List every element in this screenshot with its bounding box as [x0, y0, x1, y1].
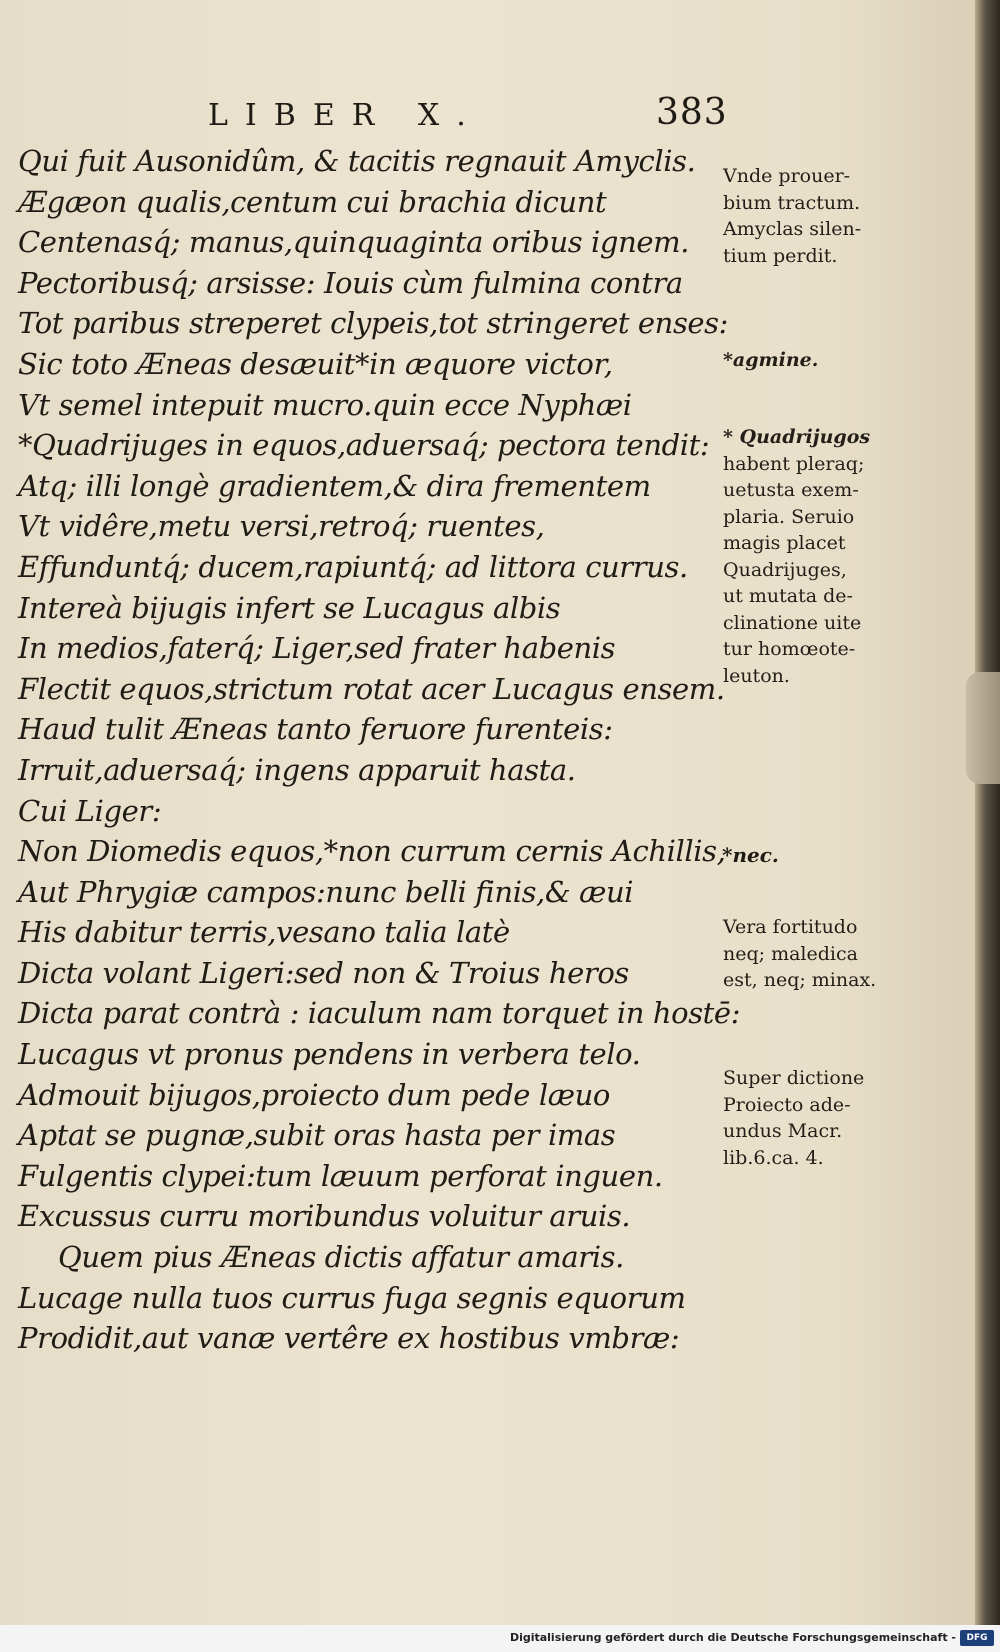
margin-note-quadrijugos: [723, 424, 870, 689]
verse-line: Flectit equos,strictum rotat acer Lucagus ensem.: [18, 671, 725, 706]
margin-note-line: lib.6.ca. 4.: [723, 1146, 824, 1169]
page-tab: [966, 672, 1000, 784]
verse-line: Non Diomedis equos,*non currum cernis Achillis,: [18, 834, 726, 869]
margin-note-line: ut mutata de-: [723, 585, 853, 607]
verse-line: Pectoribusq́; arsisse: Iouis cùm fulmina contra: [18, 265, 683, 300]
margin-note-line: *agmine.: [723, 349, 819, 371]
verse-line: Ægæon qualis,centum cui brachia dicunt: [18, 184, 607, 219]
verse-line: Irruit,aduersaq́; ingens apparuit hasta.: [18, 752, 576, 787]
margin-note-proverb: [723, 163, 861, 269]
dfg-logo-icon: DFG: [960, 1630, 994, 1646]
verse-line: Dicta parat contrà : iaculum nam torquet in hostē:: [18, 996, 741, 1031]
margin-note-line: plaria. Seruio: [723, 505, 855, 528]
margin-note-proiecto: [723, 1065, 864, 1171]
margin-note-line: leuton.: [723, 664, 790, 687]
verse-line: Tot paribus streperet clypeis,tot stringeret enses:: [18, 306, 729, 341]
margin-note-agmine: [723, 347, 818, 374]
verse-line: *Quadrijuges in equos,aduersaq́; pectora tendit:: [18, 428, 710, 463]
margin-note-line: Super dictione: [723, 1067, 865, 1089]
margin-note-line: tur homœote-: [723, 638, 856, 660]
verse-line: In medios,faterq́; Liger,sed frater habenis: [18, 631, 616, 666]
verse-line: Fulgentis clypei:tum læuum perforat inguen.: [18, 1158, 663, 1193]
margin-note-line: clinatione uite: [723, 611, 862, 634]
verse-line: Lucage nulla tuos currus fuga segnis equorum: [18, 1280, 686, 1315]
page-number: 383: [656, 92, 728, 133]
margin-note-line: Vnde prouer-: [723, 165, 851, 187]
verse-line: Qui fuit Ausonidûm, & tacitis regnauit Amyclis.: [18, 144, 696, 178]
verse-line: Vt vidêre,metu versi,retroq́; ruentes,: [18, 509, 545, 544]
margin-note-line: uetusta exem-: [723, 479, 859, 501]
verse-line: Excussus curru moribundus voluitur aruis.: [18, 1199, 631, 1234]
verse-line: Effunduntq́; ducem,rapiuntq́; ad littora currus.: [18, 549, 688, 584]
verse-line: Dicta volant Ligeri:sed non & Troius heros: [18, 955, 629, 990]
margin-note-line: undus Macr.: [723, 1120, 843, 1142]
margin-note-line: neq; maledica: [723, 942, 858, 965]
verse-text: [18, 141, 741, 1359]
verse-line: Atq; illi longè gradientem,& dira frementem: [18, 468, 651, 503]
funding-footer: [0, 1625, 1000, 1652]
margin-note-line: tium perdit.: [723, 244, 838, 267]
verse-line: Lucagus vt pronus pendens in verbera telo.: [18, 1037, 641, 1072]
funding-text: Digitalisierung gefördert durch die Deutsche Forschungsgemeinschaft -: [509, 1631, 956, 1644]
verse-line: Haud tulit Æneas tanto feruore furenteis:: [18, 712, 613, 747]
margin-note-line: * Quadrijugos: [723, 426, 871, 448]
margin-note-line: Amyclas silen-: [723, 218, 862, 240]
verse-line: Quem pius Æneas dictis affatur amaris.: [58, 1240, 624, 1275]
margin-note-fortitudo: [723, 914, 876, 994]
verse-line: Aut Phrygiæ campos:nunc belli finis,& æui: [18, 874, 634, 909]
verse-line: Centenasq́; manus,quinquaginta oribus ignem.: [18, 225, 690, 260]
margin-note-line: Vera fortitudo: [723, 916, 858, 938]
verse-line: Vt semel intepuit mucro.quin ecce Nyphæi: [18, 387, 632, 422]
margin-note-line: bium tractum.: [723, 191, 861, 214]
margin-note-line: est, neq; minax.: [723, 969, 877, 991]
verse-line: Aptat se pugnæ,subit oras hasta per imas: [18, 1118, 616, 1153]
margin-note-line: habent pleraq;: [723, 452, 865, 475]
verse-line: Sic toto Æneas desæuit*in æquore victor,: [18, 346, 613, 381]
verse-line: Cui Liger:: [18, 793, 162, 828]
verse-line: Prodidit,aut vanæ vertêre ex hostibus vmbræ:: [18, 1321, 680, 1356]
margin-note-line: Quadrijuges,: [723, 558, 847, 581]
verse-line: Admouit bijugos,proiecto dum pede læuo: [18, 1077, 610, 1112]
margin-note-line: magis placet: [723, 532, 846, 554]
verse-line: His dabitur terris,vesano talia latè: [18, 915, 510, 950]
running-head: LIBER X.: [208, 98, 483, 133]
verse-line: Intereà bijugis infert se Lucagus albis: [18, 590, 561, 625]
book-page-edge: [975, 0, 1000, 1625]
margin-note-line: Proiecto ade-: [723, 1093, 851, 1116]
inline-variant-note: *nec.: [722, 843, 779, 867]
